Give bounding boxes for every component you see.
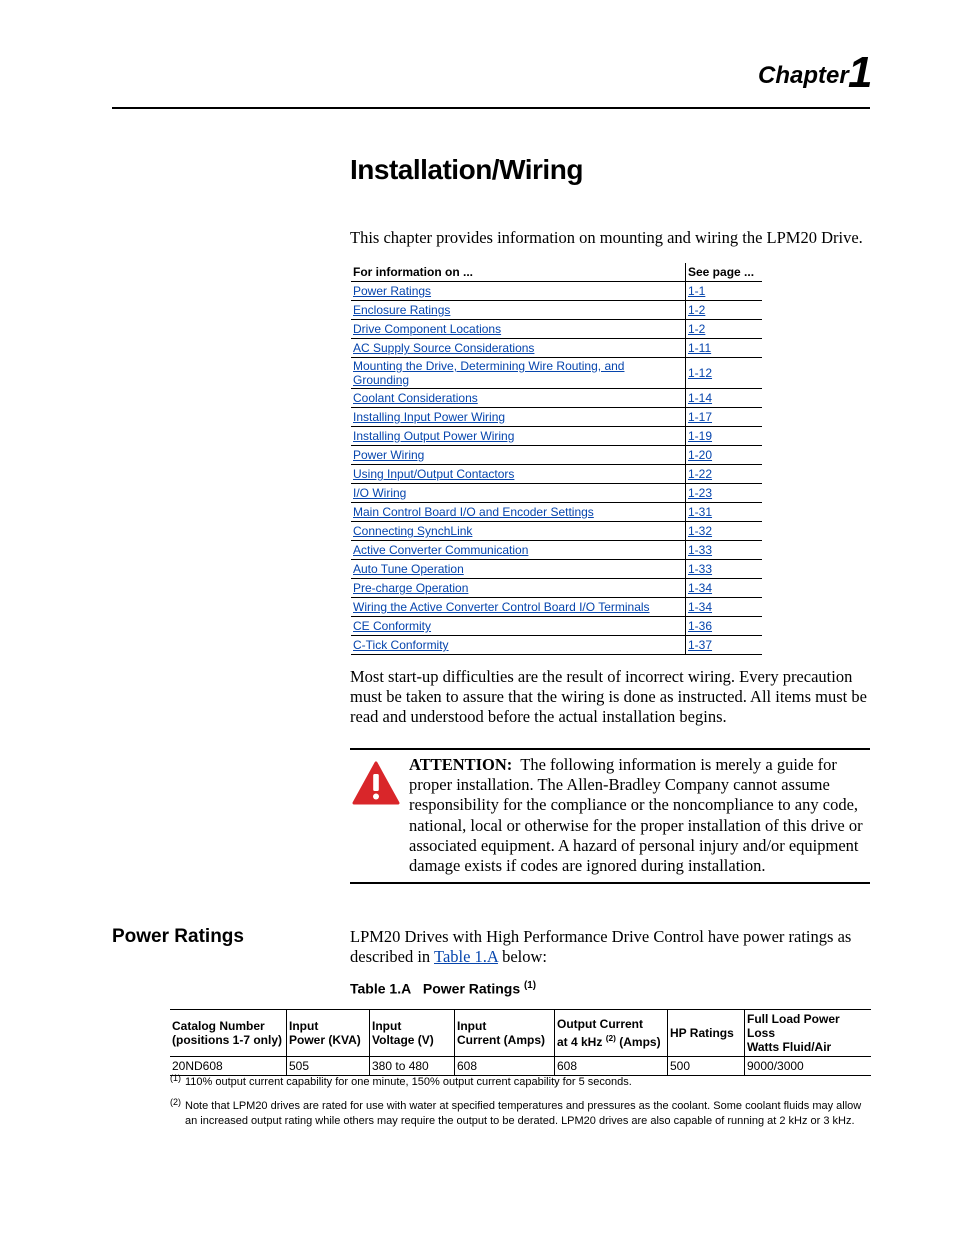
table-row <box>351 358 762 389</box>
contents-page-cell <box>686 446 763 465</box>
table-row <box>351 465 762 484</box>
contents-page-link[interactable]: 1-14 <box>688 391 713 405</box>
contents-topic-link[interactable]: C-Tick Conformity <box>353 638 449 652</box>
contents-page-link[interactable]: 1-1 <box>688 284 706 298</box>
wiring-caution-paragraph: Most start-up difficulties are the result of incorrect wiring. Every precaution must be taken to assure that the wiring is done as instructed. All items must be read and understood before the actual installation begins. <box>350 667 867 726</box>
contents-page-cell <box>686 560 763 579</box>
contents-topic-cell <box>351 282 686 301</box>
footnote-1-text: 110% output current capability for one minute, 150% output current capability for 5 seconds. <box>185 1076 632 1088</box>
contents-topic-link[interactable]: Using Input/Output Contactors <box>353 467 515 481</box>
contents-page-cell <box>686 320 763 339</box>
contents-page-cell <box>686 522 763 541</box>
cell-catalog-number: 20ND608 <box>170 1057 287 1076</box>
table-row <box>351 617 762 636</box>
col-input-current: Input Current (Amps) <box>455 1010 555 1057</box>
contents-topic-cell <box>351 339 686 358</box>
contents-body <box>351 282 762 655</box>
contents-page-cell <box>686 358 763 389</box>
contents-page-link[interactable]: 1-2 <box>688 303 706 317</box>
contents-topic-link[interactable]: Active Converter Communication <box>353 543 529 557</box>
table-row <box>351 484 762 503</box>
col-power-loss: Full Load Power Loss Watts Fluid/Air <box>745 1010 872 1057</box>
contents-topic-cell <box>351 389 686 408</box>
contents-page-cell <box>686 339 763 358</box>
contents-topic-link[interactable]: Auto Tune Operation <box>353 562 464 576</box>
contents-page-link[interactable]: 1-36 <box>688 619 713 633</box>
table-row <box>351 560 762 579</box>
contents-page-link[interactable]: 1-19 <box>688 429 713 443</box>
contents-page-cell <box>686 598 763 617</box>
contents-topic-cell <box>351 617 686 636</box>
contents-topic-cell <box>351 598 686 617</box>
contents-topic-link[interactable]: Mounting the Drive, Determining Wire Routing, and Grounding <box>353 359 625 387</box>
table-row <box>351 636 762 655</box>
contents-page-link[interactable]: 1-12 <box>688 366 713 380</box>
table-row <box>351 598 762 617</box>
contents-topic-cell <box>351 446 686 465</box>
attention-label: ATTENTION: <box>409 755 513 774</box>
contents-page-link[interactable]: 1-11 <box>688 341 712 355</box>
contents-page-link[interactable]: 1-34 <box>688 600 713 614</box>
warning-triangle-icon <box>352 761 400 805</box>
table-row <box>351 446 762 465</box>
power-ratings-text <box>350 927 870 967</box>
contents-topic-cell <box>351 484 686 503</box>
table-row <box>351 301 762 320</box>
header-rule <box>112 107 870 109</box>
cell-input-voltage: 380 to 480 <box>370 1057 455 1076</box>
col-hp-ratings: HP Ratings <box>668 1010 745 1057</box>
contents-header-row <box>351 263 762 282</box>
contents-topic-link[interactable]: Pre-charge Operation <box>353 581 469 595</box>
attention-body: The following information is merely a guide for proper installation. The Allen-Bradley Company cannot assume responsibility for the compliance or the noncompliance to any code, national, local or otherwise for the proper installation of this drive or associated equipment. A hazard of personal injury and/or equipment damage exists if codes are ignored during installation. <box>409 755 863 876</box>
contents-topic-cell <box>351 320 686 339</box>
contents-topic-cell <box>351 522 686 541</box>
contents-topic-link[interactable]: Coolant Considerations <box>353 391 478 405</box>
cell-input-current: 608 <box>455 1057 555 1076</box>
contents-topic-cell <box>351 560 686 579</box>
contents-page-link[interactable]: 1-31 <box>688 505 713 519</box>
chapter-number: 1 <box>848 48 873 97</box>
contents-topic-cell <box>351 408 686 427</box>
contents-col-topic: For information on ... <box>351 263 686 282</box>
contents-topic-link[interactable]: Main Control Board I/O and Encoder Settings <box>353 505 594 519</box>
contents-page-link[interactable]: 1-37 <box>688 638 713 652</box>
contents-topic-link[interactable]: Connecting SynchLink <box>353 524 473 538</box>
table-caption-title: Power Ratings <box>422 980 521 997</box>
contents-topic-link[interactable]: CE Conformity <box>353 619 432 633</box>
table-row <box>170 1057 871 1076</box>
table-caption-number: Table 1.A <box>350 980 412 997</box>
contents-page-cell <box>686 465 763 484</box>
table-row <box>351 389 762 408</box>
contents-page-link[interactable]: 1-32 <box>688 524 713 538</box>
contents-page-cell <box>686 636 763 655</box>
contents-topic-cell <box>351 358 686 389</box>
contents-page-link[interactable]: 1-17 <box>688 410 713 424</box>
contents-topic-link[interactable]: AC Supply Source Considerations <box>353 341 535 355</box>
contents-topic-link[interactable]: Wiring the Active Converter Control Board I/O Terminals <box>353 600 650 614</box>
contents-page-cell <box>686 282 763 301</box>
chapter-label: Chapter <box>758 62 849 89</box>
col-output-current: Output Current at 4 kHz $^{(2)}$ (Amps) <box>555 1010 668 1057</box>
contents-page-cell <box>686 579 763 598</box>
contents-page-link[interactable]: 1-23 <box>688 486 713 500</box>
power-ratings-text-start: LPM20 Drives with High Performance Drive Control have power ratings as described in <box>350 927 852 966</box>
table-row <box>351 541 762 560</box>
section-heading-power-ratings: Power Ratings <box>112 926 244 947</box>
contents-page-link[interactable]: 1-2 <box>688 322 706 336</box>
contents-topic-cell <box>351 541 686 560</box>
contents-topic-cell <box>351 503 686 522</box>
contents-topic-cell <box>351 427 686 446</box>
contents-topic-link[interactable]: Power Ratings <box>353 284 432 298</box>
contents-page-link[interactable]: 1-20 <box>688 448 713 462</box>
contents-page-link[interactable]: 1-33 <box>688 543 713 557</box>
contents-page-cell <box>686 408 763 427</box>
contents-page-link[interactable]: 1-34 <box>688 581 713 595</box>
cell-hp-rating: 500 <box>668 1057 745 1076</box>
contents-topic-link[interactable]: Power Wiring <box>353 448 425 462</box>
contents-topic-cell <box>351 465 686 484</box>
power-ratings-header-row <box>170 1010 871 1057</box>
contents-page-cell <box>686 484 763 503</box>
cell-output-current: 608 <box>555 1057 668 1076</box>
col-input-power: Input Power (KVA) <box>287 1010 370 1057</box>
footnote-1-mark: (1) <box>170 1073 181 1083</box>
table-caption <box>350 980 536 997</box>
contents-page-cell <box>686 427 763 446</box>
contents-table <box>351 263 762 655</box>
table-row <box>351 427 762 446</box>
contents-topic-link[interactable]: Installing Input Power Wiring <box>353 410 506 424</box>
power-ratings-text-end: below: <box>497 947 547 966</box>
footnote-2-mark: (2) <box>170 1097 181 1107</box>
intro-text: This chapter provides information on mounting and wiring the LPM20 Drive. <box>350 228 863 247</box>
contents-topic-cell <box>351 301 686 320</box>
contents-topic-link[interactable]: Drive Component Locations <box>353 322 502 336</box>
col-catalog-number: Catalog Number (positions 1-7 only) <box>170 1010 287 1057</box>
power-ratings-table <box>170 1009 871 1076</box>
table-1a-link[interactable]: Table 1.A <box>434 947 498 966</box>
table-row <box>351 339 762 358</box>
contents-page-link[interactable]: 1-22 <box>688 467 713 481</box>
output-current-footnote-ref[interactable]: (2) <box>605 1033 616 1043</box>
cell-input-power: 505 <box>287 1057 370 1076</box>
attention-box <box>350 748 870 884</box>
contents-page-cell <box>686 617 763 636</box>
col-input-voltage: Input Voltage (V) <box>370 1010 455 1057</box>
page-title: Installation/Wiring <box>350 154 583 185</box>
contents-topic-cell <box>351 636 686 655</box>
table-row <box>351 503 762 522</box>
contents-page-cell <box>686 301 763 320</box>
table-caption-footnote-ref[interactable]: (1) <box>524 980 536 991</box>
contents-topic-link[interactable]: Installing Output Power Wiring <box>353 429 515 443</box>
contents-topic-cell <box>351 579 686 598</box>
contents-page-cell <box>686 503 763 522</box>
contents-page-cell <box>686 389 763 408</box>
cell-power-loss: 9000/3000 <box>745 1057 872 1076</box>
contents-page-link[interactable]: 1-33 <box>688 562 713 576</box>
table-row <box>351 408 762 427</box>
attention-text <box>409 755 867 876</box>
contents-topic-link[interactable]: Enclosure Ratings <box>353 303 451 317</box>
table-row <box>351 522 762 541</box>
contents-topic-link[interactable]: I/O Wiring <box>353 486 407 500</box>
table-row <box>351 579 762 598</box>
footnote-2-text: Note that LPM20 drives are rated for use with water at specified temperatures and pressures as the coolant. Some coolant fluids may allow an increased output rating while others may require the output to be derated. LPM20 drives are also capable of running at 2 kHz or 3 kHz. <box>185 1100 862 1127</box>
table-row <box>351 320 762 339</box>
contents-col-page: See page ... <box>686 263 763 282</box>
table-row <box>351 282 762 301</box>
contents-page-cell <box>686 541 763 560</box>
